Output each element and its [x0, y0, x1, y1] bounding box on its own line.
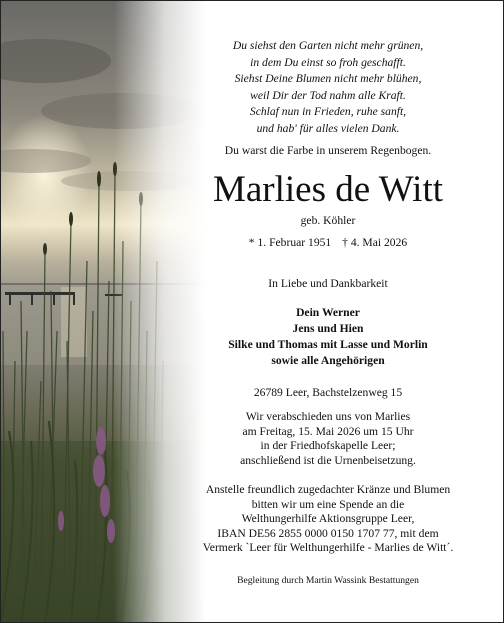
donation-line: Welthungerhilfe Aktionsgruppe Leer, — [241, 512, 415, 526]
donation-line: Vermerk `Leer für Welthungerhilfe - Marlies de Witt´. — [202, 541, 454, 555]
birth-date: * 1. Februar 1951 — [248, 236, 332, 249]
poem-line: in dem Du einst so froh geschafft. — [250, 55, 406, 69]
mourner-line: Dein Werner — [296, 306, 360, 319]
donation-line: IBAN DE56 2855 0000 0150 1707 77, mit dem — [217, 526, 439, 540]
donation-request — [169, 483, 487, 556]
undertaker-credit: Begleitung durch Martin Wassink Bestattungen — [237, 575, 419, 586]
farewell-line: anschließend ist die Urnenbeisetzung. — [240, 453, 416, 467]
farewell-line: am Freitag, 15. Mai 2026 um 15 Uhr — [242, 424, 414, 438]
deceased-name: Marlies de Witt — [212, 169, 444, 210]
mourner-line: sowie alle Angehörigen — [271, 354, 385, 367]
farewell-info — [169, 410, 487, 468]
mourner-line: Jens und Hien — [292, 322, 364, 335]
donation-line: bitten wir um eine Spende an die — [251, 497, 405, 511]
poem-line: Du siehst den Garten nicht mehr grünen, — [232, 39, 424, 52]
death-date: † 4. Mai 2026 — [342, 236, 408, 249]
poem — [169, 38, 487, 138]
mourners-list — [169, 305, 487, 369]
rainbow-line: Du warst die Farbe in unserem Regenbogen. — [224, 144, 432, 157]
mourner-line: Silke und Thomas mit Lasse und Morlin — [228, 338, 428, 351]
poem-line: weil Dir der Tod nahm alle Kraft. — [250, 88, 406, 102]
poem-line: Siehst Deine Blumen nicht mehr blühen, — [234, 72, 422, 86]
poem-line: Schlaf nun in Frieden, ruhe sanft, — [249, 105, 407, 119]
mourning-intro: In Liebe und Dankbarkeit — [268, 277, 388, 290]
farewell-line: Wir verabschieden uns von Marlies — [245, 410, 411, 423]
donation-line: Anstelle freundlich zugedachter Kränze und Blumen — [205, 483, 451, 496]
life-dates — [169, 236, 487, 249]
family-address: 26789 Leer, Bachstelzenweg 15 — [253, 386, 403, 399]
farewell-line: in der Friedhofskapelle Leer; — [260, 439, 396, 453]
poem-line: und hab' für alles vielen Dank. — [256, 121, 400, 135]
birth-name: geb. Köhler — [300, 214, 356, 227]
